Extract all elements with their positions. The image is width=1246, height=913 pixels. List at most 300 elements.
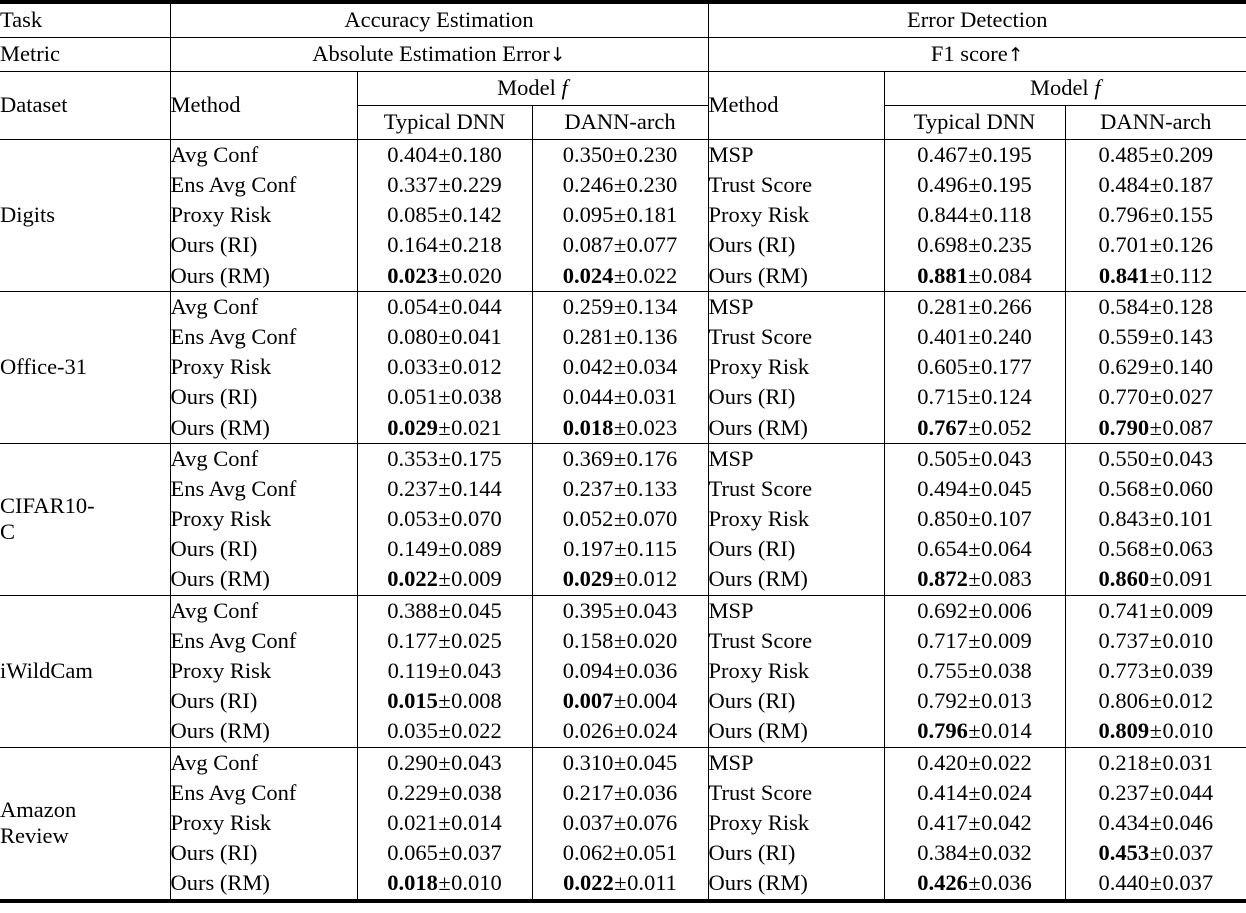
metric-mean: 0.021: [387, 809, 438, 835]
metric-std: 0.118: [981, 202, 1032, 228]
table-row: [0, 686, 1246, 716]
header-model-left-typical: Typical DNN: [357, 106, 532, 140]
metric-mean: 0.496: [917, 172, 968, 198]
metric-mean: 0.218: [1098, 749, 1150, 775]
metric-cell: [357, 747, 532, 778]
method-cell-left: Avg Conf: [170, 140, 357, 171]
metric-mean: 0.369: [562, 445, 614, 471]
metric-mean: 0.414: [917, 779, 968, 805]
metric-std: 0.230: [626, 141, 678, 167]
metric-cell: [1065, 747, 1246, 778]
metric-cell: [884, 383, 1065, 413]
plus-minus-icon: ±: [1149, 870, 1162, 896]
header-label-metric: Metric: [0, 41, 60, 67]
metric-std: 0.011: [627, 870, 677, 896]
header-label-method-left: Method: [170, 72, 357, 140]
down-arrow-icon: ↓: [549, 44, 566, 67]
method-cell-right: MSP: [708, 747, 884, 778]
metric-std: 0.144: [451, 475, 502, 501]
metric-mean: 0.767: [917, 414, 968, 440]
model-label-left: Model: [497, 75, 556, 101]
method-cell-right: Ours (RI): [708, 534, 884, 564]
metric-name-left: Absolute Estimation Error: [312, 41, 550, 67]
plus-minus-icon: ±: [968, 232, 981, 258]
header-model-right: [884, 72, 1246, 106]
metric-std: 0.051: [626, 840, 678, 866]
plus-minus-icon: ±: [438, 506, 451, 532]
plus-minus-icon: ±: [1149, 749, 1162, 775]
metric-mean: 0.737: [1098, 627, 1150, 653]
metric-std: 0.041: [451, 323, 502, 349]
method-cell-right: Trust Score: [708, 626, 884, 656]
metric-cell: [1065, 656, 1246, 686]
metric-cell: [357, 656, 532, 686]
metric-mean: 0.259: [562, 293, 614, 319]
metric-cell: [532, 656, 708, 686]
metric-std: 0.034: [626, 354, 678, 380]
plus-minus-icon: ±: [968, 749, 981, 775]
metric-mean: 0.053: [387, 506, 438, 532]
metric-cell: [357, 595, 532, 626]
metric-mean: 0.417: [917, 809, 968, 835]
plus-minus-icon: ±: [968, 414, 981, 440]
metric-mean: 0.796: [917, 718, 968, 744]
method-cell-left: Ours (RM): [170, 565, 357, 596]
metric-mean: 0.792: [917, 688, 968, 714]
model-symbol-left: f: [561, 75, 568, 101]
metric-std: 0.009: [1162, 597, 1214, 623]
metric-mean: 0.052: [562, 506, 614, 532]
metric-cell: [532, 231, 708, 261]
metric-cell: [532, 686, 708, 716]
metric-mean: 0.051: [387, 384, 438, 410]
metric-std: 0.042: [981, 809, 1032, 835]
metric-std: 0.195: [981, 141, 1032, 167]
metric-mean: 0.388: [387, 597, 438, 623]
metric-std: 0.155: [1162, 202, 1214, 228]
plus-minus-icon: ±: [968, 870, 981, 896]
metric-mean: 0.485: [1098, 141, 1150, 167]
metric-cell: [357, 261, 532, 292]
metric-mean: 0.026: [562, 718, 614, 744]
metric-cell: [357, 626, 532, 656]
metric-name-right: F1 score: [930, 41, 1008, 67]
metric-cell: [884, 200, 1065, 230]
plus-minus-icon: ±: [968, 688, 981, 714]
plus-minus-icon: ±: [968, 293, 981, 319]
metric-std: 0.009: [981, 627, 1032, 653]
metric-mean: 0.158: [562, 627, 614, 653]
table-row: [0, 261, 1246, 292]
metric-std: 0.022: [451, 718, 502, 744]
plus-minus-icon: ±: [613, 141, 627, 167]
header-model-right-typical: Typical DNN: [884, 106, 1065, 140]
metric-mean: 0.860: [1098, 566, 1150, 592]
metric-cell: [357, 474, 532, 504]
metric-cell: [884, 838, 1065, 868]
plus-minus-icon: ±: [613, 718, 627, 744]
plus-minus-icon: ±: [438, 354, 451, 380]
table-row: [0, 534, 1246, 564]
plus-minus-icon: ±: [438, 536, 451, 562]
metric-std: 0.181: [626, 202, 678, 228]
plus-minus-icon: ±: [438, 566, 451, 592]
metric-std: 0.218: [451, 232, 502, 258]
metric-mean: 0.796: [1098, 202, 1150, 228]
metric-std: 0.022: [981, 749, 1032, 775]
metric-mean: 0.029: [387, 414, 438, 440]
metric-cell: [357, 352, 532, 382]
metric-std: 0.043: [981, 445, 1032, 471]
metric-std: 0.124: [981, 384, 1032, 410]
metric-mean: 0.119: [387, 658, 438, 684]
plus-minus-icon: ±: [1149, 232, 1162, 258]
metric-std: 0.020: [451, 262, 502, 288]
metric-cell: [357, 838, 532, 868]
metric-cell: [532, 838, 708, 868]
method-cell-right: MSP: [708, 291, 884, 322]
metric-mean: 0.087: [562, 232, 614, 258]
plus-minus-icon: ±: [968, 840, 981, 866]
plus-minus-icon: ±: [613, 323, 627, 349]
metric-std: 0.038: [981, 658, 1032, 684]
metric-cell: [1065, 717, 1246, 748]
metric-cell: [884, 140, 1065, 171]
method-cell-right: Proxy Risk: [708, 504, 884, 534]
plus-minus-icon: ±: [438, 809, 451, 835]
plus-minus-icon: ±: [613, 445, 627, 471]
metric-cell: [532, 869, 708, 901]
plus-minus-icon: ±: [438, 414, 451, 440]
metric-cell: [532, 595, 708, 626]
plus-minus-icon: ±: [1149, 566, 1162, 592]
method-cell-right: Ours (RI): [708, 686, 884, 716]
plus-minus-icon: ±: [968, 597, 981, 623]
metric-mean: 0.080: [387, 323, 438, 349]
table-row: [0, 352, 1246, 382]
metric-std: 0.142: [451, 202, 502, 228]
metric-std: 0.128: [1162, 293, 1214, 319]
metric-std: 0.038: [451, 779, 502, 805]
metric-std: 0.084: [981, 262, 1032, 288]
metric-mean: 0.426: [917, 870, 968, 896]
metric-cell: [884, 534, 1065, 564]
metric-mean: 0.229: [387, 779, 438, 805]
metric-mean: 0.085: [387, 202, 438, 228]
table-row: [0, 231, 1246, 261]
plus-minus-icon: ±: [613, 414, 627, 440]
plus-minus-icon: ±: [968, 172, 981, 198]
metric-std: 0.043: [1162, 445, 1214, 471]
metric-mean: 0.881: [917, 262, 968, 288]
metric-std: 0.012: [1162, 688, 1214, 714]
metric-mean: 0.605: [917, 354, 968, 380]
metric-mean: 0.290: [387, 749, 438, 775]
metric-cell: [357, 504, 532, 534]
plus-minus-icon: ±: [1149, 172, 1162, 198]
header-row-metric: [0, 38, 1246, 72]
metric-std: 0.022: [626, 262, 678, 288]
metric-std: 0.266: [981, 293, 1032, 319]
metric-std: 0.031: [1162, 749, 1214, 775]
metric-cell: [532, 717, 708, 748]
metric-std: 0.091: [1162, 566, 1214, 592]
metric-std: 0.083: [981, 566, 1032, 592]
plus-minus-icon: ±: [968, 445, 981, 471]
plus-minus-icon: ±: [613, 262, 627, 288]
metric-std: 0.070: [451, 506, 502, 532]
metric-cell: [532, 383, 708, 413]
plus-minus-icon: ±: [613, 475, 627, 501]
metric-mean: 0.568: [1098, 536, 1150, 562]
header-model-right-dann: DANN-arch: [1065, 106, 1246, 140]
metric-std: 0.025: [451, 627, 502, 653]
metric-cell: [1065, 778, 1246, 808]
metric-std: 0.027: [1162, 384, 1214, 410]
plus-minus-icon: ±: [968, 658, 981, 684]
method-cell-right: MSP: [708, 443, 884, 474]
metric-std: 0.012: [626, 566, 678, 592]
plus-minus-icon: ±: [438, 688, 451, 714]
metric-cell: [1065, 200, 1246, 230]
metric-mean: 0.095: [562, 202, 614, 228]
method-cell-left: Proxy Risk: [170, 200, 357, 230]
model-label-right: Model: [1029, 75, 1089, 101]
plus-minus-icon: ±: [968, 354, 981, 380]
plus-minus-icon: ±: [613, 506, 627, 532]
plus-minus-icon: ±: [968, 779, 981, 805]
metric-std: 0.036: [626, 658, 678, 684]
model-symbol-right: f: [1094, 75, 1101, 101]
plus-minus-icon: ±: [968, 475, 981, 501]
plus-minus-icon: ±: [1149, 384, 1162, 410]
metric-mean: 0.149: [387, 536, 438, 562]
metric-mean: 0.054: [387, 293, 438, 319]
method-cell-right: Ours (RM): [708, 261, 884, 292]
plus-minus-icon: ±: [1149, 141, 1162, 167]
method-cell-left: Ens Avg Conf: [170, 626, 357, 656]
plus-minus-icon: ±: [438, 597, 451, 623]
metric-cell: [1065, 686, 1246, 716]
metric-std: 0.060: [1162, 475, 1214, 501]
plus-minus-icon: ±: [438, 293, 451, 319]
plus-minus-icon: ±: [438, 172, 451, 198]
metric-mean: 0.453: [1098, 840, 1150, 866]
metric-mean: 0.007: [562, 688, 614, 714]
plus-minus-icon: ±: [1149, 627, 1162, 653]
metric-mean: 0.698: [917, 232, 968, 258]
metric-mean: 0.237: [1098, 779, 1150, 805]
metric-mean: 0.484: [1098, 172, 1150, 198]
metric-cell: [884, 291, 1065, 322]
metric-mean: 0.843: [1098, 506, 1150, 532]
metric-std: 0.008: [451, 688, 502, 714]
plus-minus-icon: ±: [613, 384, 627, 410]
metric-cell: [1065, 231, 1246, 261]
plus-minus-icon: ±: [1149, 718, 1162, 744]
dataset-name-cell: Office-31: [0, 291, 170, 443]
metric-cell: [357, 565, 532, 596]
metric-std: 0.133: [626, 475, 678, 501]
plus-minus-icon: ±: [438, 445, 451, 471]
table-row: [0, 838, 1246, 868]
metric-mean: 0.353: [387, 445, 438, 471]
metric-cell: [357, 200, 532, 230]
plus-minus-icon: ±: [438, 202, 451, 228]
plus-minus-icon: ±: [438, 384, 451, 410]
metric-cell: [357, 383, 532, 413]
metric-cell: [532, 778, 708, 808]
plus-minus-icon: ±: [613, 354, 627, 380]
plus-minus-icon: ±: [1149, 354, 1162, 380]
metric-cell: [884, 747, 1065, 778]
metric-mean: 0.809: [1098, 718, 1150, 744]
metric-mean: 0.420: [917, 749, 968, 775]
table-row: [0, 474, 1246, 504]
metric-std: 0.112: [1162, 262, 1213, 288]
method-cell-right: Proxy Risk: [708, 808, 884, 838]
metric-mean: 0.755: [917, 658, 968, 684]
metric-std: 0.038: [451, 384, 502, 410]
metric-mean: 0.177: [387, 627, 438, 653]
metric-cell: [1065, 838, 1246, 868]
metric-std: 0.134: [626, 293, 678, 319]
metric-cell: [1065, 443, 1246, 474]
metric-cell: [884, 413, 1065, 444]
table-row: [0, 747, 1246, 778]
metric-mean: 0.217: [562, 779, 614, 805]
method-cell-left: Avg Conf: [170, 291, 357, 322]
method-cell-right: Ours (RM): [708, 869, 884, 901]
plus-minus-icon: ±: [1149, 840, 1162, 866]
method-cell-left: Ours (RM): [170, 413, 357, 444]
method-cell-right: Ours (RM): [708, 565, 884, 596]
metric-mean: 0.701: [1098, 232, 1150, 258]
metric-cell: [884, 322, 1065, 352]
plus-minus-icon: ±: [968, 384, 981, 410]
table-row: [0, 140, 1246, 171]
metric-cell: [884, 869, 1065, 901]
header-label-task: Task: [0, 7, 43, 33]
metric-cell: [357, 170, 532, 200]
metric-std: 0.240: [981, 323, 1032, 349]
metric-cell: [1065, 565, 1246, 596]
plus-minus-icon: ±: [613, 779, 627, 805]
method-cell-left: Ens Avg Conf: [170, 322, 357, 352]
metric-cell: [884, 626, 1065, 656]
metric-std: 0.010: [451, 870, 502, 896]
metric-std: 0.013: [981, 688, 1032, 714]
metric-mean: 0.065: [387, 840, 438, 866]
metric-mean: 0.033: [387, 354, 438, 380]
metric-std: 0.045: [981, 475, 1032, 501]
metric-std: 0.014: [981, 718, 1032, 744]
metric-std: 0.230: [626, 172, 678, 198]
metric-mean: 0.022: [563, 870, 614, 896]
method-cell-right: Ours (RM): [708, 717, 884, 748]
metric-cell: [884, 170, 1065, 200]
metric-cell: [357, 778, 532, 808]
metric-std: 0.031: [626, 384, 678, 410]
method-cell-right: Ours (RI): [708, 838, 884, 868]
dataset-name-cell: CIFAR10- C: [0, 443, 170, 595]
metric-mean: 0.062: [562, 840, 614, 866]
plus-minus-icon: ±: [968, 202, 982, 228]
plus-minus-icon: ±: [438, 232, 451, 258]
table-row: [0, 291, 1246, 322]
metric-cell: [884, 352, 1065, 382]
metric-std: 0.023: [626, 414, 678, 440]
metric-mean: 0.715: [917, 384, 968, 410]
metric-mean: 0.281: [562, 323, 614, 349]
metric-cell: [357, 443, 532, 474]
metric-cell: [357, 291, 532, 322]
metric-std: 0.209: [1162, 141, 1214, 167]
metric-mean: 0.401: [917, 323, 968, 349]
metric-mean: 0.024: [562, 262, 614, 288]
metric-std: 0.235: [981, 232, 1032, 258]
table-row: [0, 170, 1246, 200]
plus-minus-icon: ±: [1149, 809, 1162, 835]
metric-std: 0.175: [451, 445, 502, 471]
metric-std: 0.014: [451, 809, 502, 835]
dataset-name-cell: Amazon Review: [0, 747, 170, 900]
method-cell-left: Ours (RM): [170, 717, 357, 748]
metric-mean: 0.404: [387, 141, 438, 167]
plus-minus-icon: ±: [968, 566, 981, 592]
plus-minus-icon: ±: [968, 809, 981, 835]
plus-minus-icon: ±: [968, 506, 981, 532]
metric-mean: 0.806: [1098, 688, 1150, 714]
metric-cell: [532, 170, 708, 200]
metric-std: 0.044: [1162, 779, 1214, 805]
method-cell-left: Ours (RM): [170, 261, 357, 292]
header-label-dataset: Dataset: [0, 92, 68, 118]
plus-minus-icon: ±: [1149, 414, 1162, 440]
method-cell-left: Avg Conf: [170, 747, 357, 778]
table-row: [0, 869, 1246, 901]
metric-std: 0.037: [451, 840, 502, 866]
metric-cell: [357, 140, 532, 171]
metric-cell: [884, 231, 1065, 261]
metric-mean: 0.692: [917, 597, 968, 623]
metric-cell: [884, 686, 1065, 716]
metric-std: 0.032: [981, 840, 1032, 866]
method-cell-left: Ours (RI): [170, 231, 357, 261]
metric-mean: 0.350: [562, 141, 614, 167]
metric-mean: 0.440: [1098, 870, 1150, 896]
metric-std: 0.009: [451, 566, 502, 592]
metric-mean: 0.035: [387, 718, 438, 744]
plus-minus-icon: ±: [968, 718, 981, 744]
group-header-accuracy-estimation: Accuracy Estimation: [170, 2, 708, 38]
metric-std: 0.140: [1162, 354, 1214, 380]
metric-std: 0.180: [451, 141, 502, 167]
metric-std: 0.063: [1162, 536, 1214, 562]
metric-cell: [1065, 261, 1246, 292]
table-row: [0, 413, 1246, 444]
metric-cell: [357, 686, 532, 716]
plus-minus-icon: ±: [438, 323, 451, 349]
metric-cell: [1065, 352, 1246, 382]
metric-std: 0.177: [981, 354, 1032, 380]
metric-mean: 0.197: [563, 536, 614, 562]
table-row: [0, 656, 1246, 686]
metric-mean: 0.395: [562, 597, 614, 623]
plus-minus-icon: ±: [613, 232, 627, 258]
method-cell-right: Ours (RI): [708, 383, 884, 413]
method-cell-left: Ours (RI): [170, 838, 357, 868]
